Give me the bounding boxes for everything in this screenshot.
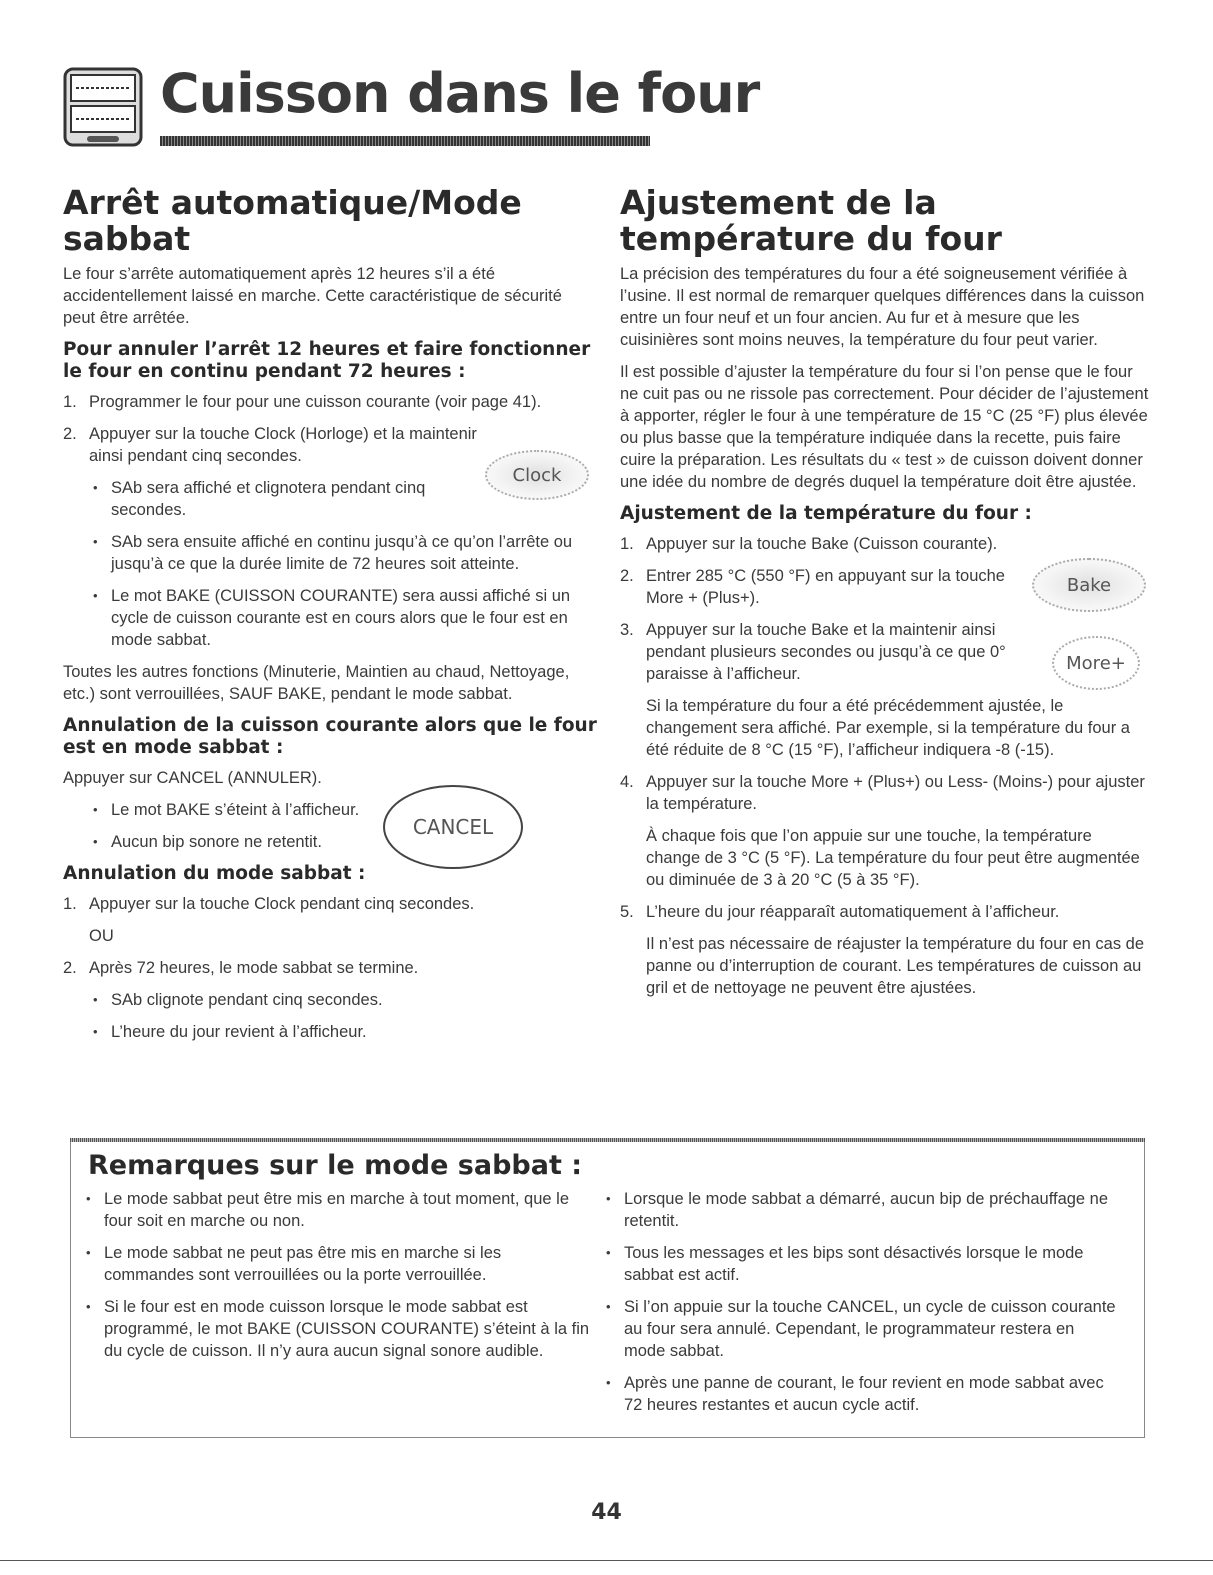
step-text: Entrer 285 °C (550 °F) en appuyant sur la touche More + (Plus+). bbox=[646, 567, 1005, 607]
step-item bbox=[620, 533, 1150, 555]
step-item bbox=[63, 957, 598, 979]
step-item bbox=[620, 901, 1150, 923]
step-text: L’heure du jour réapparaît automatiquement à l’afficheur. bbox=[646, 903, 1060, 921]
step-number: 1. bbox=[63, 393, 77, 411]
list-item: • Si le four est en mode cuisson lorsque le mode sabbat est programmé, le mot BAKE (CUISSON COURANTE) s’éteint à la fin du cycle de cuisson. Il n’y aura aucun signal sonore audible. bbox=[80, 1296, 590, 1362]
page-header bbox=[62, 62, 760, 156]
list-item: • Après une panne de courant, le four revient en mode sabbat avec 72 heures restantes et aucun cycle actif. bbox=[600, 1372, 1120, 1416]
step-number: 4. bbox=[620, 773, 634, 791]
step-text: Programmer le four pour une cuisson courante (voir page 41). bbox=[89, 393, 542, 411]
step-number: 3. bbox=[620, 621, 634, 639]
cancel-sabbath-steps-2 bbox=[63, 957, 598, 979]
section-title-sabbath: Arrêt automatique/Mode sabbat bbox=[63, 183, 522, 258]
list-item: • L’heure du jour revient à l’afficheur. bbox=[63, 1021, 598, 1043]
cancel-key-illustration: CANCEL bbox=[383, 785, 523, 869]
temperature-adjust-text: Il est possible d’ajuster la température du four si l’on pense que le four ne cuit pas ou ne rissole pas correctement. Pour décider de l’ajustement à apporter, régler le four à une température de 15 °C (25 °F) plus élevée ou plus basse que la température indiquée dans la recette, puis faire cuire la préparation. Les résultats du « test » de cuisson doivent donner une idée du nombre de degrés duquel la température doit être ajustée. bbox=[620, 363, 1149, 491]
list-item: • Le mode sabbat ne peut pas être mis en marche si les commandes sont verrouillées ou la porte verrouillée. bbox=[80, 1242, 590, 1286]
list-item: • Le mot BAKE (CUISSON COURANTE) sera aussi affiché si un cycle de cuisson courante est en cours alors que le four est en mode sabbat. bbox=[63, 585, 598, 651]
or-text: OU bbox=[89, 927, 114, 945]
adjust-steps-2 bbox=[620, 771, 1150, 815]
step-number: 5. bbox=[620, 903, 634, 921]
notes-right-list bbox=[600, 1188, 1120, 1426]
notes-title: Remarques sur le mode sabbat : bbox=[88, 1150, 583, 1181]
step-note: Il n’est pas nécessaire de réajuster la température du four en cas de panne ou d’interruption de courant. Les températures de cuisson au gril et de nettoyage ne peuvent être ajustées. bbox=[646, 935, 1145, 997]
step-text: Appuyer sur la touche More + (Plus+) ou Less- (Moins-) pour ajuster la température. bbox=[646, 773, 1145, 813]
temperature-intro: La précision des températures du four a été soigneusement vérifiée à l’usine. Il est normal de remarquer quelques différences dans la cuisson entre un four neuf et un four ancien. Au fur et à mesure que les cuisinières sont moins neuves, la température du four peut varier. bbox=[620, 265, 1145, 349]
step-item bbox=[63, 391, 598, 413]
step-text: Appuyer sur la touche Clock pendant cinq secondes. bbox=[89, 895, 475, 913]
cancel-sabbath-bullets bbox=[63, 989, 598, 1043]
step-number: 2. bbox=[63, 959, 77, 977]
step-number: 2. bbox=[620, 567, 634, 585]
list-item: • Si l’on appuie sur la touche CANCEL, un cycle de cuisson courante au four sera annulé. Cependant, le programmateur restera en mode sabbat. bbox=[600, 1296, 1120, 1362]
left-column bbox=[63, 185, 598, 1053]
page-title: Cuisson dans le four bbox=[160, 62, 760, 125]
cancel-bake-title: Annulation de la cuisson courante alors que le four est en mode sabbat : bbox=[63, 715, 597, 758]
step-note: À chaque fois que l’on appuie sur une touche, la température change de 3 °C (5 °F). La température du four peut être augmentée ou diminuée de 3 à 20 °C (5 à 35 °F). bbox=[646, 827, 1140, 889]
bake-key-illustration: Bake bbox=[1032, 558, 1146, 612]
cancel-bake-text: Appuyer sur CANCEL (ANNULER). bbox=[63, 769, 322, 787]
cancel-12h-bullets bbox=[63, 477, 598, 651]
list-item: • Lorsque le mode sabbat a démarré, aucun bip de préchauffage ne retentit. bbox=[600, 1188, 1120, 1232]
list-item: • Aucun bip sonore ne retentit. bbox=[63, 831, 598, 853]
list-item: • SAb clignote pendant cinq secondes. bbox=[63, 989, 598, 1011]
adjust-steps-3 bbox=[620, 901, 1150, 923]
sabbath-intro: Le four s’arrête automatiquement après 12 heures s’il a été accidentellement laissé en marche. Cette caractéristique de sécurité peut être arrêtée. bbox=[63, 265, 562, 327]
notes-left-list bbox=[80, 1188, 590, 1372]
more-key-illustration: More+ bbox=[1052, 636, 1140, 690]
cancel-12h-title: Pour annuler l’arrêt 12 heures et faire fonctionner le four en continu pendant 72 heures : bbox=[63, 339, 591, 382]
step-item bbox=[63, 893, 598, 915]
step-text: Appuyer sur la touche Bake (Cuisson courante). bbox=[646, 535, 998, 553]
cancel-sabbath-title: Annulation du mode sabbat : bbox=[63, 863, 366, 884]
list-item: • Le mode sabbat peut être mis en marche à tout moment, que le four soit en marche ou non. bbox=[80, 1188, 590, 1232]
adjust-title: Ajustement de la température du four : bbox=[620, 503, 1032, 524]
list-item: • SAb sera affiché et clignotera pendant cinq secondes. bbox=[63, 477, 598, 521]
list-item: • SAb sera ensuite affiché en continu jusqu’à ce qu’on l’arrête ou jusqu’à ce que la durée limite de 72 heures soit atteinte. bbox=[63, 531, 598, 575]
cancel-sabbath-steps bbox=[63, 893, 598, 915]
step-number: 1. bbox=[620, 535, 634, 553]
step-text: Après 72 heures, le mode sabbat se termine. bbox=[89, 959, 419, 977]
step-text: Appuyer sur la touche Bake et la maintenir ainsi pendant plusieurs secondes ou jusqu’à ce que 0° paraisse à l’afficheur. bbox=[646, 621, 1006, 683]
clock-key-illustration: Clock bbox=[485, 450, 589, 500]
notes-box-top-border bbox=[70, 1138, 1145, 1142]
locked-functions-text: Toutes les autres fonctions (Minuterie, Maintien au chaud, Nettoyage, etc.) sont verrouillées, SAUF BAKE, pendant le mode sabbat. bbox=[63, 663, 570, 703]
title-underline bbox=[160, 136, 650, 146]
bottom-rule bbox=[0, 1560, 1213, 1561]
step-number: 2. bbox=[63, 425, 77, 443]
step-number: 1. bbox=[63, 895, 77, 913]
step-text: Appuyer sur la touche Clock (Horloge) et la maintenir ainsi pendant cinq secondes. bbox=[89, 425, 477, 465]
step-item bbox=[620, 771, 1150, 815]
page-number: 44 bbox=[591, 1500, 622, 1525]
section-title-temperature: Ajustement de la température du four bbox=[620, 183, 1002, 258]
oven-icon bbox=[62, 66, 144, 148]
list-item: • Tous les messages et les bips sont désactivés lorsque le mode sabbat est actif. bbox=[600, 1242, 1120, 1286]
list-item: • Le mot BAKE s’éteint à l’afficheur. bbox=[63, 799, 598, 821]
step-note: Si la température du four a été précédemment ajustée, le changement sera affiché. Par exemple, si la température du four a été réduite de 8 °C (15 °F), l’afficheur indiquera -8 (-15). bbox=[646, 697, 1130, 759]
